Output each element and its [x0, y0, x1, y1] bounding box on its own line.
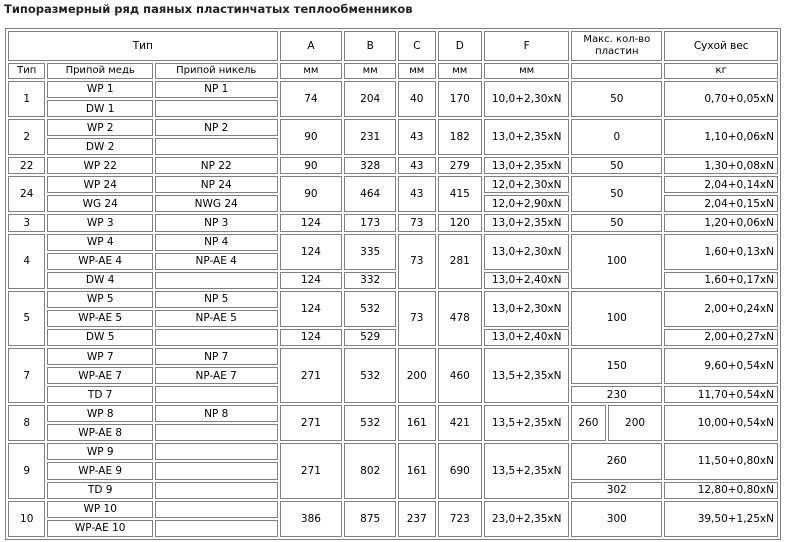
- cell-weight: 12,80+0,80xN: [664, 482, 778, 499]
- cell-weight: 1,30+0,08xN: [664, 157, 778, 174]
- cell-max: 230: [571, 386, 662, 403]
- cell-d: 723: [438, 501, 483, 537]
- cell-d: 182: [438, 119, 483, 155]
- cell-weight: 11,50+0,80xN: [664, 443, 778, 479]
- cell-type: 1: [8, 81, 45, 117]
- spec-table: [5, 28, 781, 540]
- table-row: [8, 119, 778, 136]
- cell-d: 279: [438, 157, 483, 174]
- unit-b: мм: [344, 63, 396, 79]
- cell-copper: WG 24: [47, 195, 152, 212]
- table-row: [8, 501, 778, 518]
- cell-max: 260: [571, 443, 662, 479]
- cell-weight: 1,20+0,06xN: [664, 214, 778, 231]
- cell-f: 23,0+2,35xN: [484, 501, 569, 537]
- cell-d: 460: [438, 348, 483, 403]
- cell-a: 124: [280, 234, 343, 270]
- table-row: [8, 272, 778, 289]
- cell-c: 73: [398, 214, 435, 231]
- cell-nickel: [155, 138, 278, 155]
- cell-weight: 2,04+0,14xN: [664, 176, 778, 193]
- cell-copper: WP 9: [47, 443, 152, 460]
- cell-max: 50: [571, 176, 662, 212]
- cell-type: 8: [8, 405, 45, 441]
- cell-b: 464: [344, 176, 396, 212]
- cell-max: 260: [571, 405, 605, 441]
- cell-copper: DW 5: [47, 329, 152, 346]
- cell-d: 690: [438, 443, 483, 498]
- cell-c: 43: [398, 119, 435, 155]
- page-title: Типоразмерный ряд паяных пластинчатых теплообменников: [4, 2, 413, 16]
- cell-nickel: [155, 272, 278, 289]
- header-b: B: [344, 31, 396, 61]
- cell-weight: 1,10+0,06xN: [664, 119, 778, 155]
- cell-a: 124: [280, 329, 343, 346]
- cell-nickel: [155, 462, 278, 479]
- unit-c: мм: [398, 63, 435, 79]
- cell-weight: 11,70+0,54xN: [664, 386, 778, 403]
- cell-a: 90: [280, 119, 343, 155]
- cell-c: 43: [398, 157, 435, 174]
- cell-copper: WP 5: [47, 291, 152, 308]
- cell-f: 12,0+2,30xN: [484, 176, 569, 193]
- cell-a: 271: [280, 405, 343, 441]
- table-row: [8, 157, 778, 174]
- table-row: [8, 348, 778, 365]
- cell-max: 302: [571, 482, 662, 499]
- cell-copper: WP-AE 5: [47, 310, 152, 327]
- cell-c: 40: [398, 81, 435, 117]
- cell-copper: WP 7: [47, 348, 152, 365]
- header-max-plates: Макс. кол-во пластин: [571, 31, 662, 61]
- unit-a: мм: [280, 63, 343, 79]
- cell-type: 22: [8, 157, 45, 174]
- cell-nickel: NP 22: [155, 157, 278, 174]
- table-row: [8, 176, 778, 193]
- cell-nickel: NP-AE 5: [155, 310, 278, 327]
- cell-b: 231: [344, 119, 396, 155]
- cell-c: 161: [398, 405, 435, 441]
- cell-weight: 0,70+0,05xN: [664, 81, 778, 117]
- cell-nickel: NP 4: [155, 234, 278, 251]
- subheader-solder-nickel: Припой никель: [155, 63, 278, 79]
- cell-f: 13,0+2,35xN: [484, 214, 569, 231]
- cell-f: 13,5+2,35xN: [484, 348, 569, 403]
- cell-d: 120: [438, 214, 483, 231]
- cell-weight: 10,00+0,54xN: [664, 405, 778, 441]
- cell-copper: DW 2: [47, 138, 152, 155]
- cell-b: 332: [344, 272, 396, 289]
- cell-type: 9: [8, 443, 45, 498]
- cell-b: 335: [344, 234, 396, 270]
- subheader-solder-copper: Припой медь: [47, 63, 152, 79]
- cell-f: 12,0+2,90xN: [484, 195, 569, 212]
- unit-f: мм: [484, 63, 569, 79]
- cell-nickel: NWG 24: [155, 195, 278, 212]
- cell-b: 532: [344, 405, 396, 441]
- cell-max: 200: [608, 405, 663, 441]
- cell-copper: WP-AE 4: [47, 253, 152, 270]
- cell-type: 3: [8, 214, 45, 231]
- cell-nickel: NP 7: [155, 348, 278, 365]
- cell-b: 875: [344, 501, 396, 537]
- cell-b: 532: [344, 291, 396, 327]
- cell-copper: TD 9: [47, 482, 152, 499]
- cell-max: 50: [571, 157, 662, 174]
- table-row: [8, 81, 778, 98]
- cell-d: 415: [438, 176, 483, 212]
- cell-b: 328: [344, 157, 396, 174]
- cell-weight: 2,00+0,24xN: [664, 291, 778, 327]
- cell-a: 124: [280, 272, 343, 289]
- subheader-type: Тип: [8, 63, 45, 79]
- cell-nickel: NP 2: [155, 119, 278, 136]
- cell-nickel: NP 8: [155, 405, 278, 422]
- cell-nickel: NP-AE 7: [155, 367, 278, 384]
- unit-max-plates: [571, 63, 662, 79]
- cell-weight: 2,04+0,15xN: [664, 195, 778, 212]
- cell-f: 13,0+2,30xN: [484, 234, 569, 270]
- table-row: [8, 234, 778, 251]
- cell-max: 50: [571, 214, 662, 231]
- table-row: [8, 405, 778, 422]
- cell-max: 100: [571, 234, 662, 289]
- cell-type: 10: [8, 501, 45, 537]
- cell-b: 802: [344, 443, 396, 498]
- cell-nickel: NP-AE 4: [155, 253, 278, 270]
- cell-b: 173: [344, 214, 396, 231]
- cell-nickel: NP 24: [155, 176, 278, 193]
- cell-a: 74: [280, 81, 343, 117]
- cell-weight: 9,60+0,54xN: [664, 348, 778, 384]
- cell-c: 73: [398, 291, 435, 346]
- cell-nickel: [155, 100, 278, 117]
- cell-a: 124: [280, 291, 343, 327]
- cell-copper: WP 4: [47, 234, 152, 251]
- header-type: Тип: [8, 31, 278, 61]
- cell-c: 200: [398, 348, 435, 403]
- cell-f: 13,0+2,40xN: [484, 272, 569, 289]
- cell-nickel: [155, 424, 278, 441]
- cell-d: 281: [438, 234, 483, 289]
- cell-copper: WP 22: [47, 157, 152, 174]
- header-d: D: [438, 31, 483, 61]
- cell-nickel: NP 1: [155, 81, 278, 98]
- cell-a: 90: [280, 157, 343, 174]
- table-row: [8, 329, 778, 346]
- cell-copper: WP-AE 7: [47, 367, 152, 384]
- cell-copper: WP 24: [47, 176, 152, 193]
- cell-copper: TD 7: [47, 386, 152, 403]
- cell-weight: 1,60+0,17xN: [664, 272, 778, 289]
- cell-f: 13,5+2,35xN: [484, 443, 569, 498]
- cell-type: 5: [8, 291, 45, 346]
- cell-copper: WP 3: [47, 214, 152, 231]
- cell-copper: WP-AE 9: [47, 462, 152, 479]
- cell-type: 24: [8, 176, 45, 212]
- cell-c: 73: [398, 234, 435, 289]
- cell-nickel: [155, 386, 278, 403]
- cell-nickel: [155, 501, 278, 518]
- cell-max: 300: [571, 501, 662, 537]
- cell-type: 7: [8, 348, 45, 403]
- cell-a: 386: [280, 501, 343, 537]
- cell-b: 529: [344, 329, 396, 346]
- unit-d: мм: [438, 63, 483, 79]
- cell-max: 100: [571, 291, 662, 346]
- cell-a: 90: [280, 176, 343, 212]
- cell-type: 2: [8, 119, 45, 155]
- cell-a: 271: [280, 443, 343, 498]
- header-dry-weight: Сухой вес: [664, 31, 778, 61]
- cell-d: 421: [438, 405, 483, 441]
- cell-copper: WP-AE 10: [47, 520, 152, 537]
- cell-nickel: [155, 520, 278, 537]
- cell-copper: DW 4: [47, 272, 152, 289]
- cell-copper: DW 1: [47, 100, 152, 117]
- cell-d: 170: [438, 81, 483, 117]
- cell-type: 4: [8, 234, 45, 289]
- cell-copper: WP 1: [47, 81, 152, 98]
- cell-c: 43: [398, 176, 435, 212]
- cell-d: 478: [438, 291, 483, 346]
- table-row: [8, 291, 778, 308]
- cell-a: 124: [280, 214, 343, 231]
- header-c: C: [398, 31, 435, 61]
- cell-c: 237: [398, 501, 435, 537]
- cell-max: 50: [571, 81, 662, 117]
- cell-c: 161: [398, 443, 435, 498]
- cell-max: 150: [571, 348, 662, 384]
- cell-f: 13,0+2,30xN: [484, 291, 569, 327]
- header-f: F: [484, 31, 569, 61]
- cell-copper: WP 10: [47, 501, 152, 518]
- cell-weight: 39,50+1,25xN: [664, 501, 778, 537]
- cell-a: 271: [280, 348, 343, 403]
- cell-weight: 2,00+0,27xN: [664, 329, 778, 346]
- cell-b: 204: [344, 81, 396, 117]
- cell-copper: WP 8: [47, 405, 152, 422]
- table-row: [8, 443, 778, 460]
- cell-f: 13,5+2,35xN: [484, 405, 569, 441]
- cell-copper: WP-AE 8: [47, 424, 152, 441]
- cell-f: 10,0+2,30xN: [484, 81, 569, 117]
- unit-weight: кг: [664, 63, 778, 79]
- cell-weight: 1,60+0,13xN: [664, 234, 778, 270]
- cell-f: 13,0+2,35xN: [484, 157, 569, 174]
- cell-nickel: NP 5: [155, 291, 278, 308]
- cell-b: 532: [344, 348, 396, 403]
- table-row: [8, 214, 778, 231]
- cell-nickel: [155, 482, 278, 499]
- cell-f: 13,0+2,35xN: [484, 119, 569, 155]
- header-a: A: [280, 31, 343, 61]
- cell-f: 13,0+2,40xN: [484, 329, 569, 346]
- cell-max: 0: [571, 119, 662, 155]
- cell-copper: WP 2: [47, 119, 152, 136]
- cell-nickel: NP 3: [155, 214, 278, 231]
- cell-nickel: [155, 329, 278, 346]
- cell-nickel: [155, 443, 278, 460]
